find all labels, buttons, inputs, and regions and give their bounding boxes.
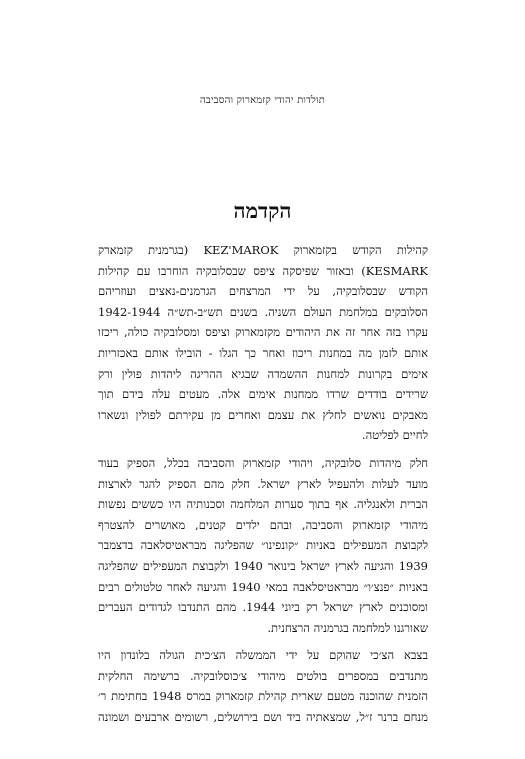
text-line: הזמנית שהוכנה מטעם שארית קהילת קזמארוק במרס 1948 בחתימת ר׳	[98, 689, 428, 704]
text-line: הקודש שבסלובקיה, על ידי המרצחים הגרמנים-נאצים ועוזריהם	[98, 284, 428, 299]
text-line: קהילות הקודש בקזמארוק KEZ'MAROK (בגרמנית קזמארק	[98, 243, 428, 257]
text-line: 1939 והגיעה לארץ ישראל בינואר 1940 ולקבוצת המעפילים שהפליגה	[98, 558, 428, 573]
text-line: חלק מיהדות סלובקיה, ויהודי קזמארוק והסביבה בכלל, הספיק בעוד	[98, 455, 428, 470]
text-line: מנחם ברנר ז״ל, שמצאתיה ביד ושם בירושלים, רשומים ארבעים ושמונה	[98, 710, 428, 725]
text-line: בצבא הצ׳כי שהוקם על ידי הממשלה הצ׳כית הגולה בלונדון היו	[98, 648, 428, 663]
text-line: הסלובקים במלחמת העולם השניה. בשנים תש״ב-תש״ה 1942-1944	[98, 304, 428, 319]
text-line: אותם לזמן מה במחנות ריכוז ואחר כך הגלו - הובילו אותם באכזריות	[98, 345, 428, 360]
paragraph	[98, 645, 428, 727]
text-line: לקבוצת המעפילים באניות ״קונפינו״ שהפליגה מבראטיסלאבה בדצמבר	[98, 538, 428, 553]
text-line: שאורגנו למלחמה בגרמניה הרצחנית.	[267, 620, 428, 635]
running-header: תולדות יהודי קזמארוק והסביבה	[199, 95, 326, 106]
text-line: שרידים בודדים שרדו ממחנות אימים אלה. מעטים עלה בידם תוך	[98, 387, 428, 402]
paragraph	[98, 240, 428, 446]
paragraph	[98, 453, 428, 638]
text-line: מתנדבים במספרים בולטים מיהודי צ׳כוסלובקיה. ברשימה החלקית	[98, 668, 428, 683]
text-line: אימים בקרונות למחנות ההשמדה שבגיא ההריגה ליהדות פולין ורק	[98, 366, 428, 381]
text-line: באניות ״פנצ׳ו״ מבראטיסלאבה במאי 1940 והגיעה לאחר טלטולים רבים	[98, 579, 428, 594]
text-line: הברית ולאנגליה. אף בתוך סערות המלחמה וסכנותיה היו כששים נפשות	[98, 497, 428, 512]
text-line: עקרו בזה אחר זה את היהודים מקזמארוק וציפס ומסלובקיה כולה, ריכזו	[98, 325, 428, 340]
text-line: לחיים לפליטה.	[361, 428, 428, 443]
text-line: KESMARK) ובאזור שפיסקה ציפס שבסלובקיה הוחרבו עם קהילות	[98, 263, 428, 278]
text-line: מועד לעלות ולהעפיל לארץ ישראל. חלק מהם הספיק להגר לארצות	[98, 476, 428, 491]
body-text	[98, 240, 428, 728]
text-line: מאבקים נואשים לחלץ את עצמם ואחרים מן עקירתם לפולין ונשארו	[98, 407, 428, 422]
text-line: ומסוכנים לארץ ישראל רק ביוני 1944. מהם התנדבו לגדודים העברים	[98, 600, 428, 615]
text-line: מיהודי קזמארוק והסביבה, ובהם ילדים קטנים, מאושרים להצטרף	[98, 517, 428, 532]
chapter-title: הקדמה	[233, 198, 292, 223]
